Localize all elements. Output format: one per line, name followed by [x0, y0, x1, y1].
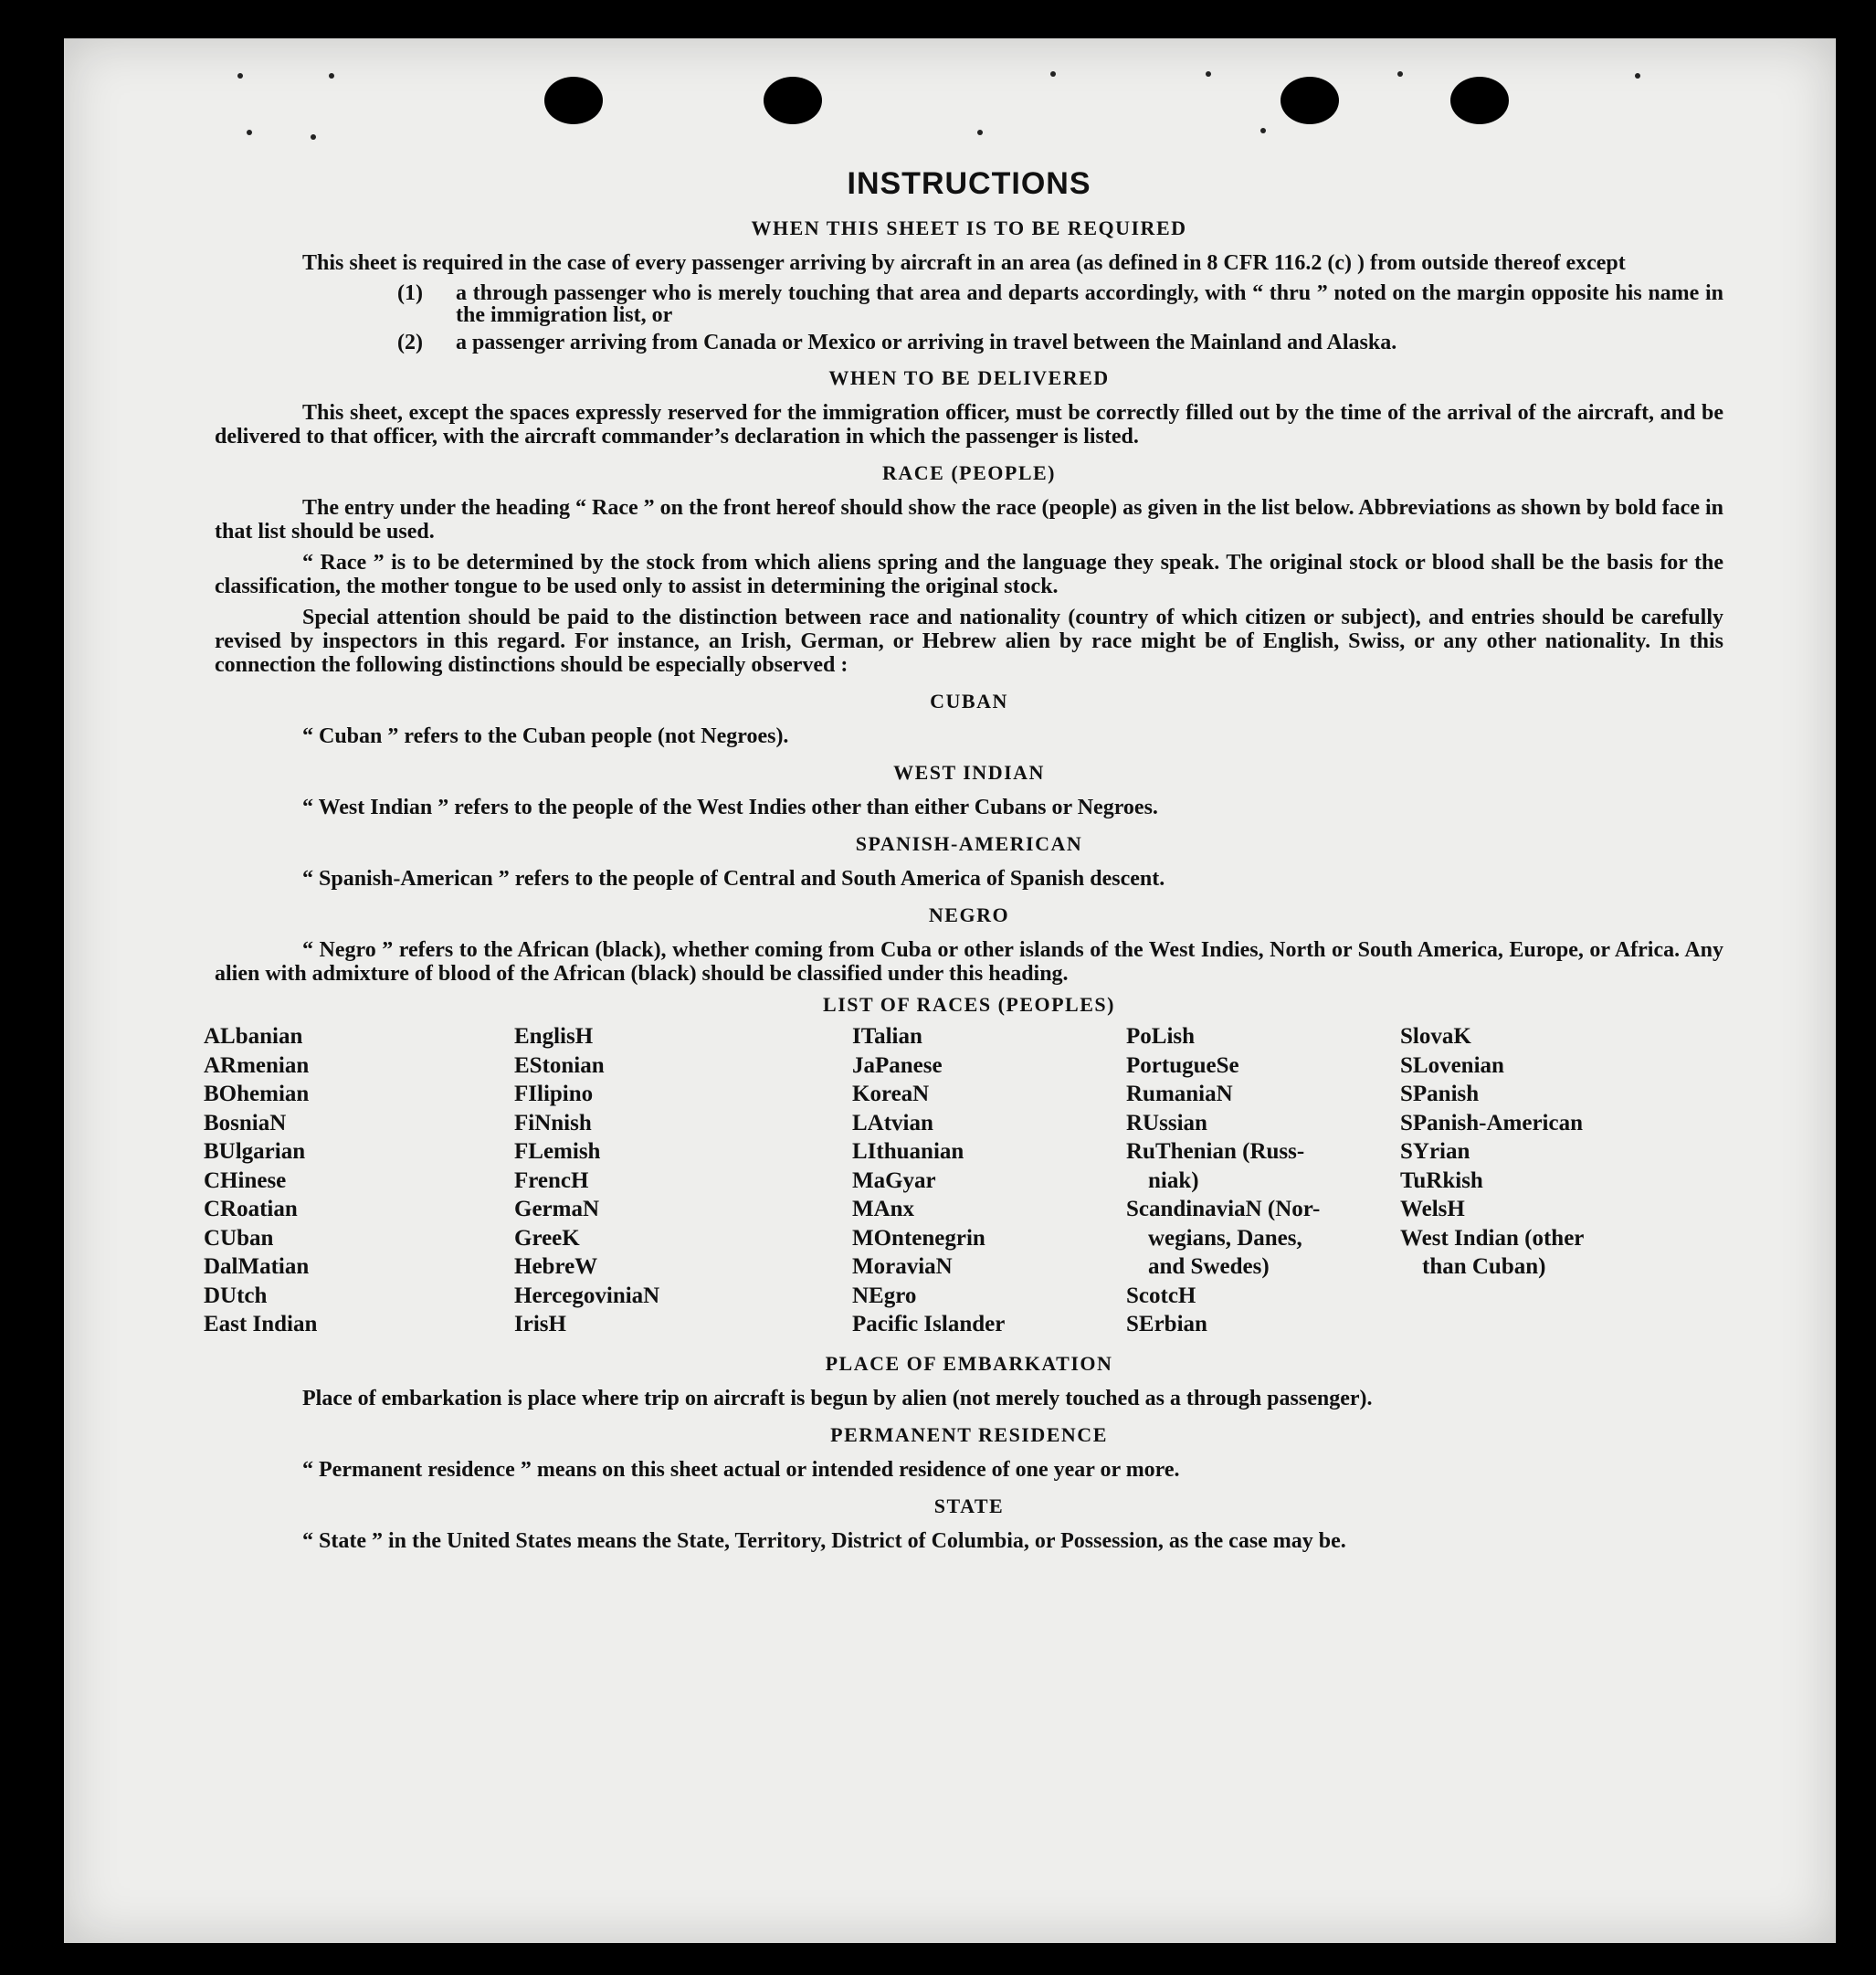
- race-list-item: TuRkish: [1400, 1167, 1483, 1193]
- race-paragraph: Special attention should be paid to the distinction between race and nationality (country of which citizen or subject), and entries should be carefully revised by inspectors in this regard. For instance, an Irish, German, or Hebrew alien by race might be of English, Swiss, or any other nationality. In this connection the following distinctions should be especially observed :: [215, 606, 1723, 677]
- race-list-item: Pacific Islander: [852, 1312, 1006, 1336]
- race-list-item: SPanish: [1400, 1082, 1480, 1106]
- page-title: INSTRUCTIONS: [847, 166, 1091, 201]
- race-list-item: PoLish: [1126, 1024, 1196, 1049]
- race-list-item: EnglisH: [514, 1024, 594, 1049]
- race-list-item: CHinese: [204, 1167, 287, 1193]
- section-heading-when-required: WHEN THIS SHEET IS TO BE REQUIRED: [751, 217, 1187, 239]
- race-list-item: KoreaN: [852, 1082, 930, 1106]
- race-list-item: LAtvian: [852, 1110, 933, 1135]
- race-list-item: ITalian: [852, 1024, 922, 1049]
- race-paragraph: “ Race ” is to be determined by the stock from which aliens spring and the language they speak. The original stock or blood shall be the basis for the classification, the mother tongue to be used only to assist in determining the original stock.: [215, 551, 1723, 598]
- race-list-item: GermaN: [514, 1197, 600, 1221]
- race-list-item: CRoatian: [204, 1197, 298, 1221]
- race-list-item: BosniaN: [204, 1110, 287, 1135]
- exception-number: (1): [397, 281, 423, 305]
- embarkation-text: Place of embarkation is place where trip on aircraft is begun by alien (not merely touched as a through passenger).: [302, 1386, 1373, 1410]
- west-indian-text: “ West Indian ” refers to the people of the West Indies other than either Cubans or Negroes.: [302, 796, 1158, 819]
- race-list-item: WelsH: [1400, 1197, 1465, 1221]
- race-list-item: ScandinaviaN (Nor-: [1126, 1197, 1321, 1221]
- section-heading-list-of-races: LIST OF RACES (PEOPLES): [823, 993, 1115, 1016]
- race-list-item: BUlgarian: [204, 1139, 306, 1164]
- exception-item: [397, 282, 1723, 326]
- section-heading-cuban: CUBAN: [930, 690, 1008, 713]
- race-list-item: SErbian: [1126, 1312, 1207, 1336]
- race-list-item: FIlipino: [514, 1082, 594, 1106]
- race-list-item: ScotcH: [1126, 1283, 1196, 1308]
- race-list-item: JaPanese: [852, 1052, 943, 1078]
- section-heading-residence: PERMANENT RESIDENCE: [830, 1422, 1108, 1446]
- section-heading-state: STATE: [933, 1494, 1005, 1517]
- race-list-item: SYrian: [1400, 1139, 1470, 1164]
- exception-number: (2): [397, 331, 423, 354]
- race-list-item: MaGyar: [852, 1167, 936, 1193]
- spanish-american-text: “ Spanish-American ” refers to the people of Central and South America of Spanish descent.: [302, 867, 1165, 891]
- punch-hole: [544, 77, 603, 124]
- race-list-item: SPanish-American: [1400, 1110, 1583, 1135]
- race-list-item: FLemish: [514, 1139, 601, 1164]
- race-list-item: FiNnish: [514, 1110, 592, 1135]
- race-list-item: SlovaK: [1400, 1024, 1471, 1049]
- race-list-item: MAnx: [852, 1197, 915, 1221]
- race-list-item: HercegoviniaN: [514, 1283, 660, 1308]
- race-list-item: GreeK: [514, 1225, 580, 1251]
- race-list-item: RuThenian (Russ-: [1126, 1139, 1305, 1164]
- race-paragraph: The entry under the heading “ Race ” on the front hereof should show the race (people) as given in the list below. Abbreviations as shown by bold face in that list should be used.: [215, 496, 1723, 544]
- section-heading-negro: NEGRO: [928, 903, 1010, 926]
- race-list-item: ALbanian: [204, 1024, 303, 1049]
- race-list-item: and Swedes): [1148, 1254, 1270, 1279]
- section-heading-west-indian: WEST INDIAN: [893, 761, 1045, 784]
- race-list-item: DalMatian: [204, 1254, 310, 1279]
- race-list-item: RUssian: [1126, 1110, 1207, 1135]
- race-list-item: EStonian: [514, 1052, 605, 1078]
- race-list-item: RumaniaN: [1126, 1082, 1233, 1106]
- race-list-item: than Cuban): [1422, 1254, 1546, 1279]
- when-required-intro: This sheet is required in the case of every passenger arriving by aircraft in an area (as defined in 8 CFR 116.2 (c) ) from outside thereof except: [302, 251, 1626, 275]
- race-column: [1400, 1022, 1692, 1339]
- race-list-item: IrisH: [514, 1312, 566, 1336]
- race-list-item: BOhemian: [204, 1082, 310, 1106]
- race-list-item: LIthuanian: [852, 1139, 964, 1164]
- document-sheet: [64, 38, 1836, 1943]
- punch-hole: [1281, 77, 1339, 124]
- race-column: [204, 1022, 514, 1339]
- race-list-item: DUtch: [204, 1283, 268, 1308]
- cuban-text: “ Cuban ” refers to the Cuban people (not Negroes).: [302, 724, 789, 748]
- race-column: [1126, 1022, 1400, 1339]
- race-list-item: MoraviaN: [852, 1254, 953, 1279]
- negro-text: “ Negro ” refers to the African (black), whether coming from Cuba or other islands of the West Indies, North or South America, Europe, or Africa. Any alien with admixture of blood of the African (black) should be classified under this heading.: [215, 938, 1723, 986]
- race-list-item: PortugueSe: [1126, 1052, 1239, 1078]
- race-list-item: East Indian: [204, 1312, 318, 1336]
- race-list-item: niak): [1148, 1167, 1199, 1193]
- race-list-item: ARmenian: [204, 1052, 310, 1078]
- race-list-item: NEgro: [852, 1283, 917, 1308]
- residence-text: “ Permanent residence ” means on this sheet actual or intended residence of one year or more.: [302, 1457, 1180, 1482]
- instructions-content: [204, 166, 1723, 1560]
- race-list: [204, 1022, 1723, 1339]
- race-column: [514, 1022, 852, 1339]
- race-list-item: West Indian (other: [1400, 1225, 1585, 1251]
- race-list-item: SLovenian: [1400, 1052, 1504, 1078]
- race-list-item: HebreW: [514, 1254, 598, 1279]
- section-heading-race: RACE (PEOPLE): [882, 461, 1056, 484]
- section-heading-embarkation: PLACE OF EMBARKATION: [825, 1351, 1113, 1375]
- when-delivered-text: This sheet, except the spaces expressly reserved for the immigration officer, must be correctly filled out by the time of the arrival of the aircraft, and be delivered to that officer, with the aircraft commander’s declaration in which the passenger is listed.: [215, 401, 1723, 449]
- race-column: [852, 1022, 1126, 1339]
- race-list-item: FrencH: [514, 1167, 589, 1193]
- exception-item: [397, 332, 1723, 354]
- punch-hole: [1450, 77, 1509, 124]
- state-text: “ State ” in the United States means the State, Territory, District of Columbia, or Possession, as the case may be.: [302, 1528, 1346, 1553]
- section-heading-when-delivered: WHEN TO BE DELIVERED: [828, 366, 1110, 389]
- section-heading-spanish-american: SPANISH-AMERICAN: [855, 832, 1083, 855]
- race-list-item: MOntenegrin: [852, 1225, 985, 1251]
- race-list-item: wegians, Danes,: [1148, 1225, 1302, 1251]
- exception-text: a through passenger who is merely touching that area and departs accordingly, with “ thru ” noted on the margin opposite his name in the immigration list, or: [456, 281, 1723, 327]
- race-list-item: CUban: [204, 1225, 274, 1251]
- exception-text: a passenger arriving from Canada or Mexico or arriving in travel between the Mainland and Alaska.: [456, 331, 1397, 354]
- punch-hole: [764, 77, 822, 124]
